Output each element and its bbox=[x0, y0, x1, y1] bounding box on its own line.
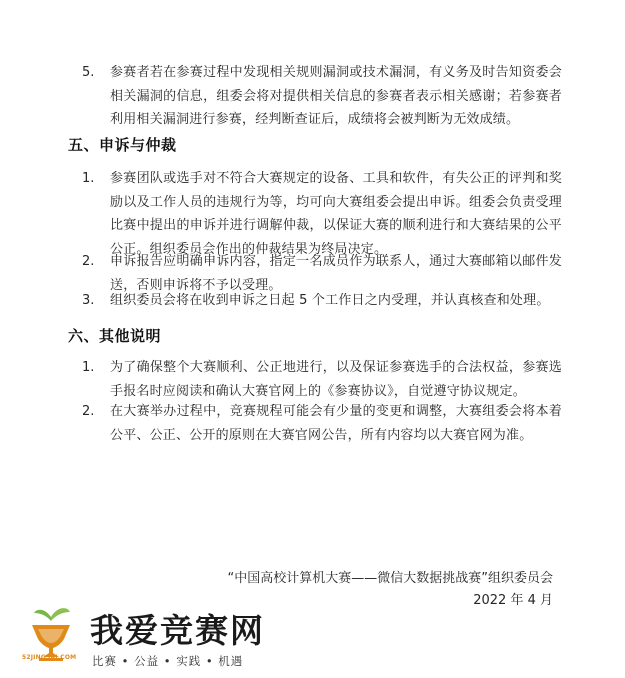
list-item bbox=[82, 289, 562, 313]
item-text: 参赛者若在参赛过程中发现相关规则漏洞或技术漏洞，有义务及时告知资委会相关漏洞的信息，组委会将对提供相关信息的参赛者表示相关感谢；若参赛者利用相关漏洞进行参赛，经判断查证后，成绩将会被判断为无效成绩。 bbox=[110, 65, 562, 127]
item-number: 3. bbox=[82, 293, 95, 308]
watermark-logo bbox=[22, 603, 362, 673]
list-item bbox=[82, 356, 562, 403]
item-text: 组织委员会将在收到申诉之日起 5 个工作日之内受理，并认真核查和处理。 bbox=[110, 293, 550, 308]
list-item bbox=[82, 167, 562, 261]
item-number: 1. bbox=[82, 360, 95, 375]
list-item bbox=[82, 400, 562, 447]
item-text: 在大赛举办过程中，竞赛规程可能会有少量的变更和调整，大赛组委会将本着公平、公正、公开的原则在大赛官网公告，所有内容均以大赛官网为准。 bbox=[110, 404, 562, 443]
signature-date: 2022 年 4 月 bbox=[473, 593, 553, 608]
item-text: 参赛团队或选手对不符合大赛规定的设备、工具和软件，有失公正的评判和奖励以及工作人员的违规行为等，均可向大赛组委会提出申诉。组委会负责受理比赛中提出的申诉并进行调解仲裁，以保证大赛的顺利进行和大赛结果的公平公正。组织委员会作出的仲裁结果为终局决定。 bbox=[110, 171, 562, 257]
watermark-title: 我爱竞赛网 bbox=[90, 611, 265, 650]
list-item bbox=[82, 61, 562, 132]
item-text: 申诉报告应明确申诉内容，指定一名成员作为联系人，通过大赛邮箱以邮件发送，否则申诉将不予以受理。 bbox=[110, 254, 562, 293]
section-heading-other: 六、其他说明 bbox=[68, 327, 162, 345]
item-number: 5. bbox=[82, 65, 95, 80]
watermark-tagline: 比赛 • 公益 • 实践 • 机遇 bbox=[92, 654, 244, 668]
signature-organizer: “中国高校计算机大赛——微信大数据挑战赛”组织委员会 bbox=[227, 571, 553, 586]
item-number: 1. bbox=[82, 171, 95, 186]
watermark-url: 52JINGSAI.COM bbox=[22, 654, 77, 661]
item-text: 为了确保整个大赛顺利、公正地进行，以及保证参赛选手的合法权益，参赛选手报名时应阅读和确认大赛官网上的《参赛协议》，自觉遵守协议规定。 bbox=[110, 360, 562, 399]
section-heading-appeal: 五、申诉与仲裁 bbox=[68, 136, 177, 154]
item-number: 2. bbox=[82, 254, 95, 269]
item-number: 2. bbox=[82, 404, 95, 419]
